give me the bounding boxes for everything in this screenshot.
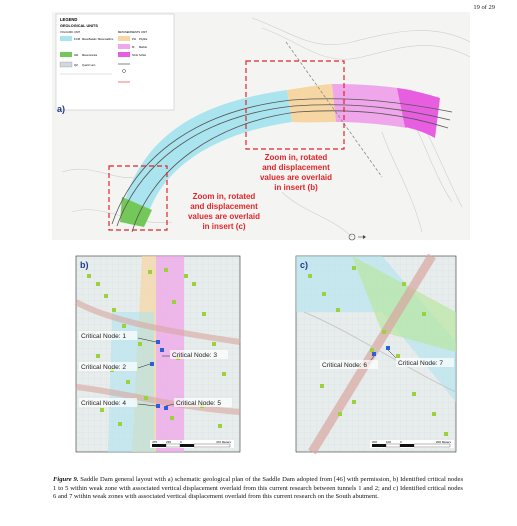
legend-code-ph: PH xyxy=(132,37,136,41)
panel-b-scale-3: 0 xyxy=(180,440,182,444)
panel-b-scale-4: 470 Meters xyxy=(216,440,232,444)
annotation-b-line-2: and displacement xyxy=(262,163,330,172)
critical-node-5-label: Critical Node: 5 xyxy=(176,400,222,407)
map-legend xyxy=(56,14,174,110)
panel-b-scale-2: 235 xyxy=(166,440,172,444)
annotation-c-line-2: and displacement xyxy=(190,202,258,211)
panel-c-scale-1: 200 xyxy=(372,440,378,444)
legend-box xyxy=(56,14,174,110)
legend-code-m: M xyxy=(132,45,135,49)
legend-label-fcm: Meta-Basalt / Meta-Gabbro xyxy=(82,38,114,41)
panel-c-scale-bar xyxy=(370,440,454,448)
page-number: 19 of 29 xyxy=(473,4,495,11)
critical-node-3-label: Critical Node: 3 xyxy=(172,352,218,359)
legend-code-fcm: FCM xyxy=(74,37,81,41)
panel-b-scale-bar xyxy=(150,440,234,448)
critical-node-6-label: Critical Node: 6 xyxy=(322,362,368,369)
critical-node-2-label: Critical Node: 2 xyxy=(81,364,127,371)
legend-swatch-qz xyxy=(60,62,72,67)
panel-b-scale-1: 475 xyxy=(152,440,158,444)
panel-a-label: a) xyxy=(57,104,66,114)
panel-c xyxy=(296,256,456,452)
legend-label-qz: Quartz vein xyxy=(82,64,96,67)
legend-col2-head: METASEDIMENTS UNIT xyxy=(118,31,147,34)
annotation-b-line-3: values are overlaid xyxy=(259,173,333,182)
legend-code-sch: SCH xyxy=(132,53,138,57)
legend-swatch-sch xyxy=(118,52,130,57)
annotation-c-line-3: values are overlaid xyxy=(187,212,261,221)
legend-swatch-m xyxy=(118,44,130,49)
phyllite-band xyxy=(287,84,336,122)
legend-swatch-gr xyxy=(60,52,72,57)
caption-text: Saddle Dam general layout with a) schematic geological plan of the Saddle Dam adopted from [46] with permission, b) Identified critical nodes 1 to 5 within weak zone with associated vertical displacement overlaid from this current research between tunnels 1 and 2; and c) Identified critical nodes 6 and 7 within weak zones with associated vertical displacement overlaid from this current research on the South abutment. xyxy=(53,476,464,501)
figure-9 xyxy=(52,12,470,460)
legend-swatch-ph xyxy=(118,36,130,41)
legend-code-gr: GR xyxy=(74,53,79,57)
annotation-c-line-4: in insert (c) xyxy=(202,222,246,231)
panel-b-label: b) xyxy=(80,260,89,270)
panel-b xyxy=(76,256,240,452)
legend-col1-head: VOLCANIC UNIT xyxy=(60,31,81,34)
legend-label-m: Marble xyxy=(139,46,147,49)
critical-node-1-label: Critical Node: 1 xyxy=(81,333,127,340)
legend-label-ph: Phyllite xyxy=(139,38,148,41)
figure-caption xyxy=(53,476,463,502)
annotation-c-line-1: Zoom in, rotated xyxy=(192,192,256,201)
annotation-b-line-1: Zoom in, rotated xyxy=(264,153,328,162)
critical-node-4-label: Critical Node: 4 xyxy=(81,400,127,407)
panel-c-scale-3: 0 xyxy=(400,440,402,444)
annotation-b-line-4: in insert (b) xyxy=(274,183,318,192)
legend-label-gr: Meta-Granite xyxy=(82,54,98,57)
panel-c-label: c) xyxy=(300,260,309,270)
legend-subtitle: GEOLOGICAL UNITS xyxy=(60,24,98,28)
panel-c-scale-4: 200 Meters xyxy=(436,440,452,444)
legend-swatch-fcm xyxy=(60,36,72,41)
panel-a xyxy=(52,12,470,240)
legend-code-qz: QZ xyxy=(74,63,78,67)
legend-label-sch: Schist xyxy=(139,54,147,57)
panel-c-scale-2: 100 xyxy=(386,440,392,444)
caption-lead: Figure 9. xyxy=(53,476,79,483)
critical-node-7-label: Critical Node: 7 xyxy=(398,360,444,367)
legend-title: LEGEND xyxy=(60,17,78,22)
